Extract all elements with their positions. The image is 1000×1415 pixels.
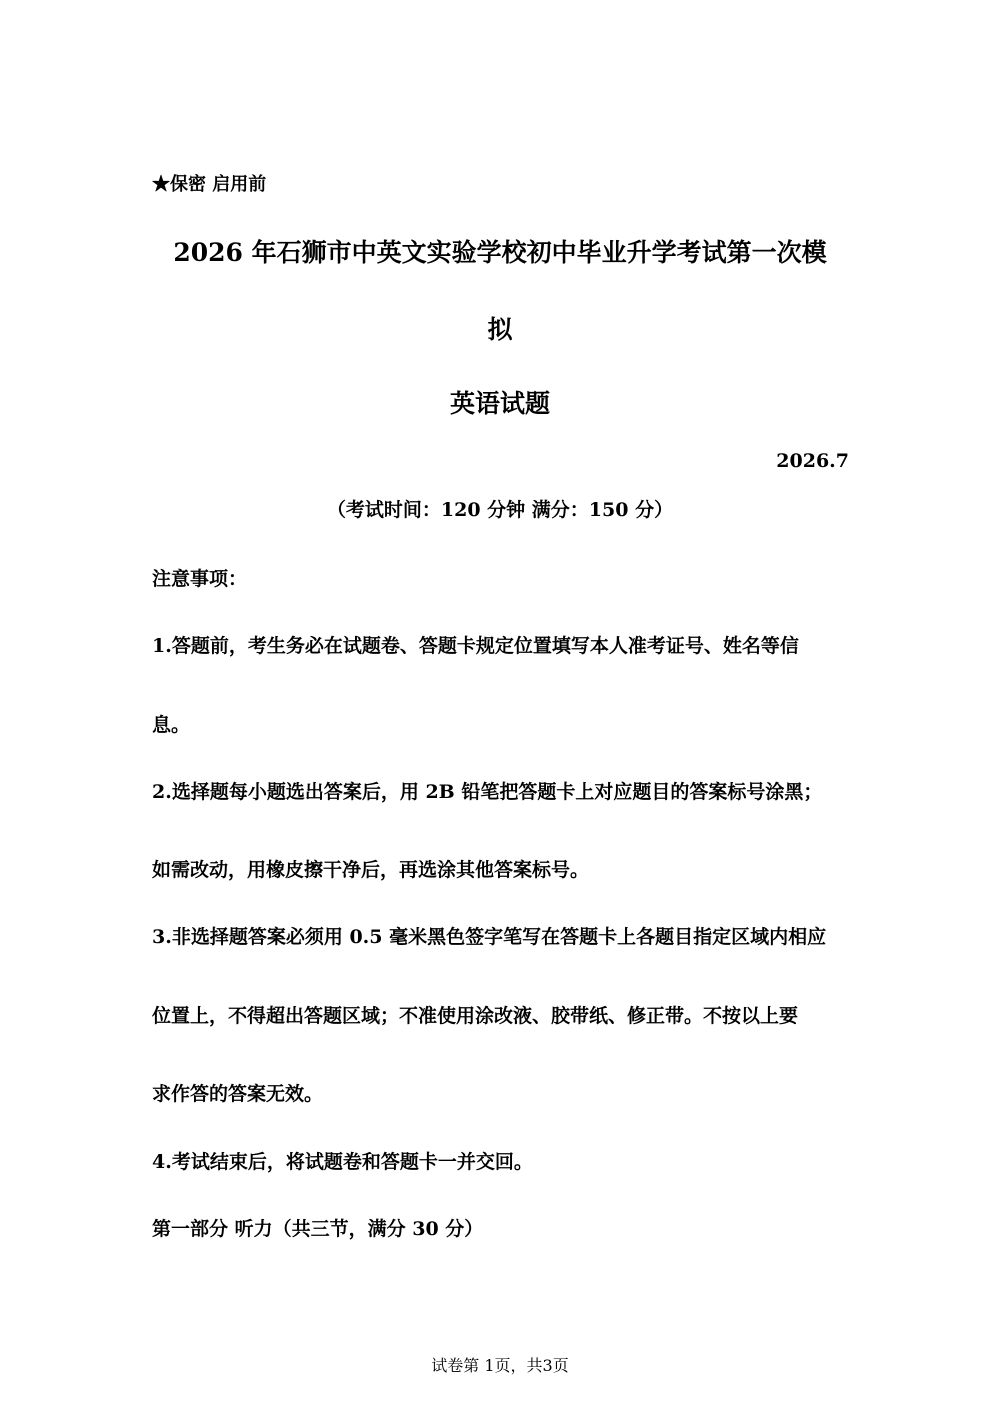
note-line: 3.非选择题答案必须用 0.5 毫米黑色签字笔写在答题卡上各题目指定区域内相应 <box>152 926 827 948</box>
note-line: 1.答题前，考生务必在试题卷、答题卡规定位置填写本人准考证号、姓名等信 <box>152 635 799 657</box>
section-heading: 第一部分 听力（共三节，满分 30 分） <box>152 1218 484 1240</box>
subject-title: 英语试题 <box>449 389 550 418</box>
exam-time-and-score: （考试时间：120 分钟 满分：150 分） <box>326 499 674 521</box>
confidential-label: ★保密 启用前 <box>152 174 267 195</box>
note-line: 4.考试结束后，将试题卷和答题卡一并交回。 <box>152 1151 533 1173</box>
exam-title-line-2: 拟 <box>487 315 513 344</box>
exam-title-line-1: 2026 年石狮市中英文实验学校初中毕业升学考试第一次模 <box>173 238 827 267</box>
notes-heading: 注意事项： <box>152 568 248 590</box>
exam-date: 2026.7 <box>776 450 849 472</box>
note-line: 求作答的答案无效。 <box>152 1083 324 1105</box>
note-line: 2.选择题每小题选出答案后，用 2B 铅笔把答题卡上对应题目的答案标号涂黑； <box>152 781 823 803</box>
note-line: 位置上，不得超出答题区域；不准使用涂改液、胶带纸、修正带。不按以上要 <box>152 1005 799 1027</box>
note-line: 息。 <box>152 714 191 736</box>
page-footer: 试卷第 1页，共3页 <box>431 1356 569 1375</box>
note-line: 如需改动，用橡皮擦干净后，再选涂其他答案标号。 <box>152 859 590 881</box>
